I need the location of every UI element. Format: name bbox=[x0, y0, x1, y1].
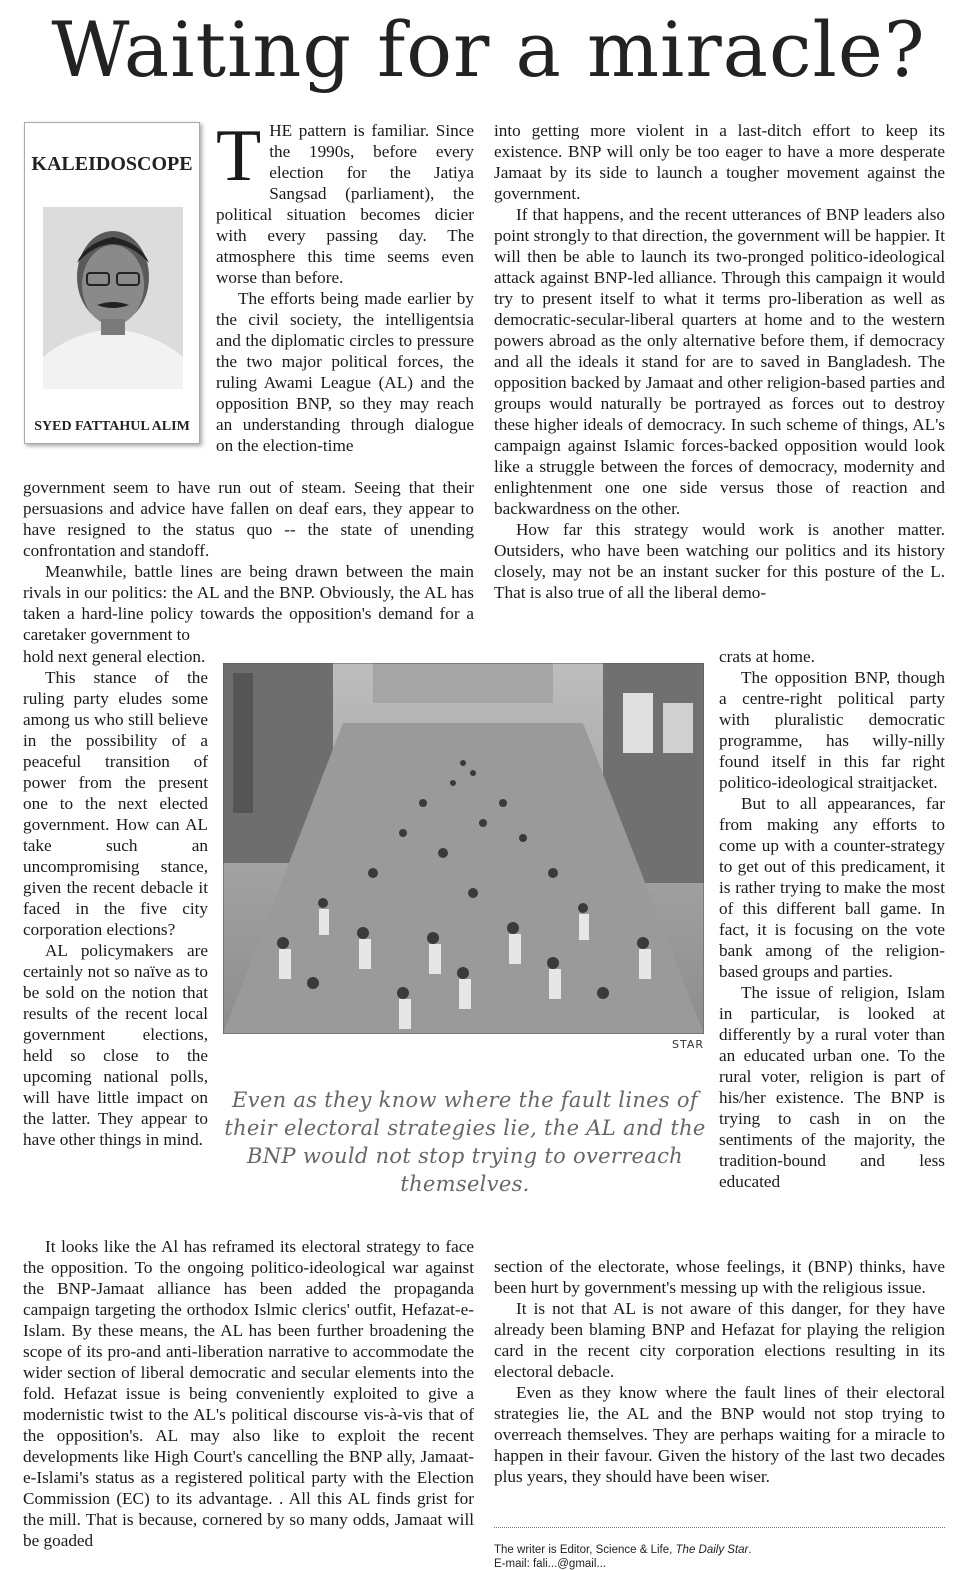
pull-quote: Even as they know where the fault lines of their electoral strategies lie, the AL and the BNP would not stop trying to overreach themselves. bbox=[224, 1088, 706, 1196]
article-column-1-top bbox=[216, 115, 474, 456]
paragraph: It is not that AL is not aware of this danger, for they have already been blaming BNP and Hefazat for playing the religion card in the recent city corporation elections resulting in its electoral debacle. bbox=[494, 1299, 945, 1381]
paragraph: into getting more violent in a last-ditch effort to keep its existence. BNP will only be too eager to have a more desperate Jamaat by its side to launch a tougher movement against the government. bbox=[494, 121, 945, 203]
article-column-2-narrow bbox=[719, 646, 945, 1192]
writer-note bbox=[494, 1544, 752, 1556]
paragraph: If that happens, and the recent utterances of BNP leaders also point strongly to that direction, the government will be happier. It will then be able to launch its two-pronged politico-ideological attack against BNP-led alliance. Through this campaign it would try to present itself to what it terms pro-liberation as well as democratic-secular-liberal quarters at home and to the western powers abroad as the only alternative before them, if democracy and all the ideals it stand for are to saved in Bangladesh. The opposition backed by Jamaat and other religion-based parties and groups would naturally be portrayed as forces out to destroy these higher ideals of democracy. In such scheme of things, AL's campaign against Islamic forces-backed opposition would look like a struggle between the forces of democracy, modernity and enlightenment one one side versus those of reaction and backwardness on the other. bbox=[494, 205, 945, 518]
paragraph: This stance of the ruling party eludes some among us who still believe in the possibility of a peaceful transition of power from the present one to the next elected government. How can AL take such an uncompromising stance, given the recent debacle it faced in the five city corporation elections? bbox=[23, 668, 208, 939]
news-photo bbox=[223, 663, 704, 1034]
writer-note-prefix: The writer is Editor, Science & Life, bbox=[494, 1544, 676, 1556]
paragraph: The opposition BNP, though a centre-right political party with pluralistic democratic programme, has willy-nilly found itself in this far right politico-ideological straitjacket. bbox=[719, 668, 945, 792]
article-column-1-bottom bbox=[23, 1236, 474, 1564]
paragraph: But to all appearances, far from making any efforts to come up with a counter-strategy to get out of this predicament, it is rather trying to make the most of this different ball game. In fact, it is focusing on the vote bank among of the religion-based groups and parties. bbox=[719, 794, 945, 981]
paragraph: hold next general election. bbox=[23, 647, 206, 666]
column-name: KALEIDOSCOPE bbox=[31, 153, 193, 175]
paragraph: It looks like the Al has reframed its electoral strategy to face the opposition. To the ongoing politico-ideological war against the BNP-Jamaat alliance has been added the propaganda campaign targeting the orthodox Islmic clerics' outfit, Hefazat-e-Islam. By these means, the AL has been further broadening the scope of its pro-and anti-liberation narrative to accommodate the wider section of liberal democratic and secular elements into the fold. Hefazat issue is being conveniently exploited to give a modernistic twist to the AL's political discourse vis-à-vis that of the opposition's. AL may also like to exploit the recent developments like High Court's cancelling the BNP ally, Jamaat-e-Islami's status as a registered political party with the Election Commission (EC) to its advantage. . All this AL finds grist for the mill. That is because, cornered by so many odds, Jamaat will be goaded bbox=[23, 1237, 474, 1550]
drop-cap: T bbox=[216, 115, 262, 197]
paragraph: Even as they know where the fault lines of their electoral strategies lie, the AL and the BNP would not stop trying to overreach themselves. They are perhaps waiting for a miracle to happen in their favour. Given the history of the last two decades plus years, they should have been wiser. bbox=[494, 1383, 945, 1486]
paragraph: AL policymakers are certainly not so naïve as to be sold on the notion that results of the recent local government elections, held so close to the upcoming national polls, will have little impact on the latter. They appear to have other things in mind. bbox=[23, 941, 208, 1149]
footer-divider bbox=[494, 1527, 945, 1528]
article-column-1-wide bbox=[23, 477, 474, 645]
article-column-2-top bbox=[494, 120, 945, 603]
paragraph: The issue of religion, Islam in particular, is looked at differently by a rural voter than an educated urban one. To the rural voter, religion is part of his/her existence. The BNP is trying to cash in on the sentiments of the majority, the tradition-bound and less educated bbox=[719, 983, 945, 1191]
paragraph: government seem to have run out of steam. Seeing that their persuasions and advice have fallen on deaf ears, they appear to have resigned to the status quo -- the state of unending confrontation and standoff. bbox=[23, 478, 474, 560]
paragraph: HE pattern is familiar. Since the 1990s, before every election for the Jatiya Sangsad (parliament), the political situation becomes dicier with every passing day. The atmosphere this time seems even worse than before. bbox=[216, 121, 474, 287]
paragraph: Meanwhile, battle lines are being drawn between the main rivals in our politics: the AL and the BNP. Obviously, the AL has taken a hard-line policy towards the opposition's demand for a caretaker government to bbox=[23, 562, 474, 644]
writer-note-suffix: . bbox=[748, 1544, 752, 1556]
photo-credit: STAR bbox=[672, 1038, 705, 1051]
paragraph: section of the electorate, whose feelings, it (BNP) thinks, have been hurt by government's messing up with the religious issue. bbox=[494, 1257, 945, 1297]
headline: Waiting for a miracle? bbox=[51, 5, 926, 94]
author-portrait bbox=[43, 207, 183, 389]
column-author-card bbox=[24, 122, 200, 444]
article-column-2-bottom bbox=[494, 1256, 945, 1487]
paragraph: The efforts being made earlier by the civil society, the intelligentsia and the diplomatic circles to pressure the two major political forces, the ruling Awami League (AL) and the opposition BNP, so they may reach an understanding through dialogue on the election-time bbox=[216, 289, 474, 455]
paragraph: How far this strategy would work is another matter. Outsiders, who have been watching our politics and its history closely, may not be an instant sucker for this posture of the L. That is also true of all the liberal demo- bbox=[494, 520, 945, 602]
publication-name: The Daily Star bbox=[675, 1544, 749, 1556]
author-name: SYED FATTAHUL ALIM bbox=[34, 419, 190, 434]
writer-email: E-mail: fali...@gmail... bbox=[494, 1558, 607, 1570]
paragraph: crats at home. bbox=[719, 647, 815, 666]
article-column-1-narrow bbox=[23, 646, 208, 1150]
